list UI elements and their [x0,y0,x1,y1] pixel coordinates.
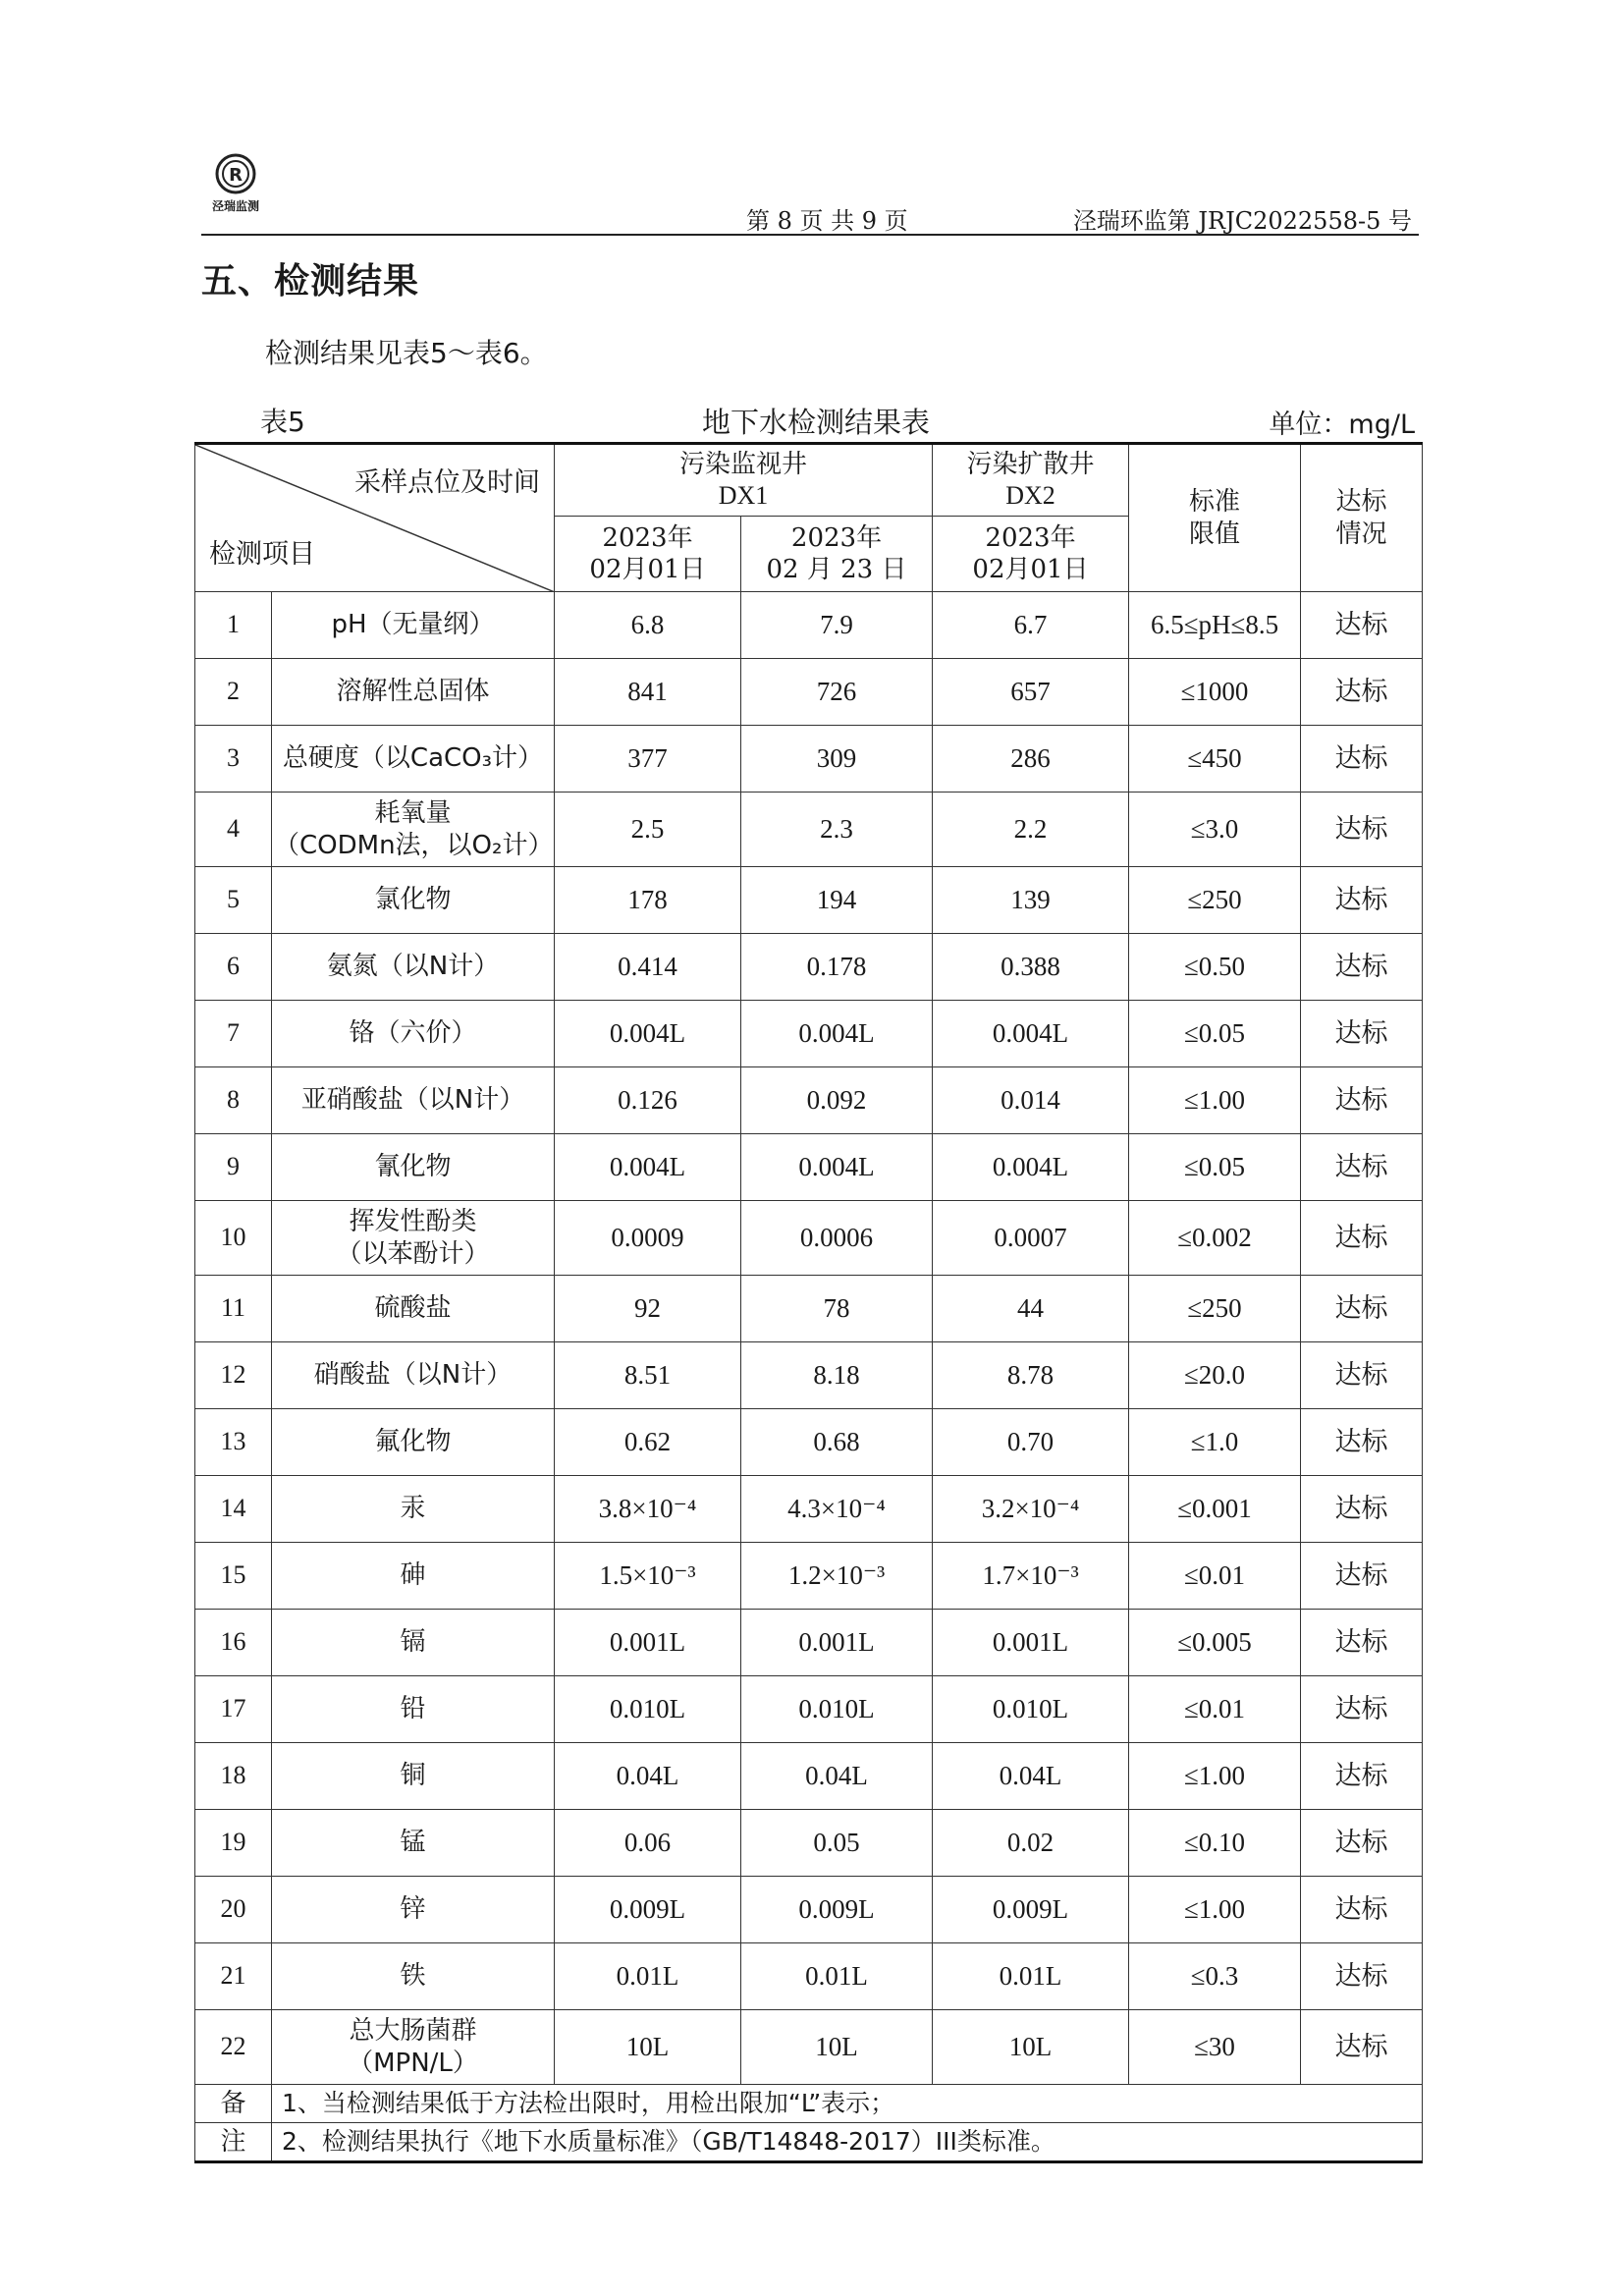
header-rule [201,234,1419,236]
notes-row [195,2085,1423,2123]
row-value-dx1-0223: 194 [741,867,933,934]
table-row [195,1201,1423,1276]
row-value-dx1-0223: 0.009L [741,1877,933,1943]
row-value-dx2-0201: 0.001L [933,1610,1129,1676]
row-standard: ≤0.3 [1129,1943,1301,2010]
row-standard: ≤30 [1129,2010,1301,2085]
row-standard: ≤1.0 [1129,1409,1301,1476]
row-item: 砷 [272,1543,555,1610]
row-value-dx2-0201: 2.2 [933,793,1129,867]
company-logo [201,152,270,231]
row-item: 氨氮（以N计） [272,934,555,1001]
row-value-dx1-0223: 78 [741,1276,933,1342]
table-row [195,1476,1423,1543]
row-value-dx1-0223: 0.01L [741,1943,933,2010]
row-item: 铜 [272,1743,555,1810]
row-number: 15 [195,1543,272,1610]
row-result: 达标 [1301,2010,1423,2085]
diag-sampling-label: 采样点位及时间 [354,467,540,498]
row-value-dx2-0201: 0.004L [933,1001,1129,1067]
row-result: 达标 [1301,1543,1423,1610]
row-value-dx1-0223: 8.18 [741,1342,933,1409]
note-text [272,2085,1423,2123]
table-row [195,1943,1423,2010]
row-item-line1: 总大肠菌群 [349,2016,477,2046]
row-value-dx2-0201: 0.70 [933,1409,1129,1476]
row-value-dx1-0201: 0.004L [555,1134,741,1201]
row-standard: ≤1.00 [1129,1743,1301,1810]
row-value-dx1-0201: 0.01L [555,1943,741,2010]
row-item: 溶解性总固体 [272,659,555,726]
table-row [195,934,1423,1001]
row-number: 2 [195,659,272,726]
row-value-dx1-0201: 92 [555,1276,741,1342]
table-header-row-1 [195,444,1423,517]
row-value-dx1-0223: 0.178 [741,934,933,1001]
table-unit: 单位：mg/L [1269,410,1415,440]
row-result: 达标 [1301,934,1423,1001]
table-row [195,726,1423,793]
row-value-dx1-0223: 0.010L [741,1676,933,1743]
table-row [195,1743,1423,1810]
row-value-dx2-0201: 8.78 [933,1342,1129,1409]
date3-day: 02月01日 [972,555,1089,584]
report-number: 泾瑞环监第 JRJC2022558-5 号 [1072,207,1412,235]
row-value-dx2-0201: 0.01L [933,1943,1129,2010]
row-result: 达标 [1301,1476,1423,1543]
result-header [1301,444,1423,592]
row-number: 18 [195,1743,272,1810]
row-number: 14 [195,1476,272,1543]
table-row [195,1543,1423,1610]
date1-day: 02月01日 [589,555,706,584]
row-value-dx1-0223: 0.04L [741,1743,933,1810]
row-value-dx2-0201: 0.388 [933,934,1129,1001]
row-item: 铬（六价） [272,1001,555,1067]
row-number: 17 [195,1676,272,1743]
row-value-dx1-0223: 0.001L [741,1610,933,1676]
row-value-dx1-0223: 726 [741,659,933,726]
row-standard: ≤250 [1129,1276,1301,1342]
table-row [195,1342,1423,1409]
row-value-dx2-0201: 44 [933,1276,1129,1342]
row-value-dx2-0201: 3.2×10⁻⁴ [933,1476,1129,1543]
row-result: 达标 [1301,1877,1423,1943]
row-value-dx2-0201: 6.7 [933,592,1129,659]
row-value-dx1-0201: 2.5 [555,793,741,867]
notes-row [195,2123,1423,2162]
site1-header [555,444,933,517]
svg-text:R: R [229,165,243,186]
note-line: 1、当检测结果低于方法检出限时，用检出限加“L”表示； [282,2089,895,2117]
row-number: 13 [195,1409,272,1476]
logo-text: 泾瑞监测 [211,199,259,213]
row-value-dx1-0201: 0.009L [555,1877,741,1943]
row-item: 硫酸盐 [272,1276,555,1342]
row-value-dx2-0201: 1.7×10⁻³ [933,1543,1129,1610]
row-value-dx1-0223: 0.0006 [741,1201,933,1276]
row-result: 达标 [1301,1943,1423,2010]
row-result: 达标 [1301,1276,1423,1342]
row-result: 达标 [1301,1409,1423,1476]
date3-header [933,517,1129,592]
row-value-dx1-0201: 0.126 [555,1067,741,1134]
row-item [272,1201,555,1276]
diagonal-header-cell [195,444,555,592]
table-row [195,1810,1423,1877]
row-result: 达标 [1301,793,1423,867]
site2-name: 污染扩散井 [966,449,1095,479]
notes-label: 注 [195,2123,272,2162]
row-item: pH（无量纲） [272,592,555,659]
row-result: 达标 [1301,1067,1423,1134]
standard-header [1129,444,1301,592]
row-standard: ≤0.001 [1129,1476,1301,1543]
row-value-dx2-0201: 139 [933,867,1129,934]
table-row [195,2010,1423,2085]
row-number: 10 [195,1201,272,1276]
row-value-dx1-0201: 377 [555,726,741,793]
section-title: 五、检测结果 [201,261,420,301]
row-result: 达标 [1301,592,1423,659]
diag-item-label: 检测项目 [209,539,315,571]
result-header-line1: 达标 [1335,487,1387,517]
row-number: 6 [195,934,272,1001]
row-result: 达标 [1301,1134,1423,1201]
table-row [195,867,1423,934]
row-standard: ≤1.00 [1129,1877,1301,1943]
row-item: 氯化物 [272,867,555,934]
row-number: 21 [195,1943,272,2010]
row-number: 7 [195,1001,272,1067]
row-number: 4 [195,793,272,867]
table-title: 地下水检测结果表 [702,406,931,439]
table-row [195,659,1423,726]
row-item: 氰化物 [272,1134,555,1201]
date2-header [741,517,933,592]
row-number: 22 [195,2010,272,2085]
row-value-dx2-0201: 286 [933,726,1129,793]
row-item-line1: 挥发性酚类 [349,1207,477,1236]
row-item: 汞 [272,1476,555,1543]
row-value-dx1-0201: 0.414 [555,934,741,1001]
note-text [272,2123,1423,2162]
note-line: 2、检测结果执行《地下水质量标准》（GB/T14848-2017）III类标准。 [282,2127,1055,2156]
row-number: 20 [195,1877,272,1943]
row-value-dx1-0201: 10L [555,2010,741,2085]
row-number: 5 [195,867,272,934]
row-value-dx2-0201: 0.0007 [933,1201,1129,1276]
row-result: 达标 [1301,867,1423,934]
row-value-dx1-0201: 0.06 [555,1810,741,1877]
row-value-dx1-0223: 0.004L [741,1001,933,1067]
row-number: 9 [195,1134,272,1201]
row-value-dx2-0201: 10L [933,2010,1129,2085]
table-row [195,1067,1423,1134]
row-standard: ≤0.01 [1129,1543,1301,1610]
row-value-dx2-0201: 0.02 [933,1810,1129,1877]
page-number: 第 8 页 共 9 页 [746,207,908,235]
row-value-dx2-0201: 0.010L [933,1676,1129,1743]
table-row [195,1610,1423,1676]
row-item: 铁 [272,1943,555,2010]
row-value-dx1-0223: 10L [741,2010,933,2085]
notes-label: 备 [195,2085,272,2123]
table-row [195,1134,1423,1201]
row-value-dx2-0201: 657 [933,659,1129,726]
row-value-dx1-0201: 178 [555,867,741,934]
row-value-dx1-0201: 0.010L [555,1676,741,1743]
row-value-dx1-0223: 0.05 [741,1810,933,1877]
row-item: 氟化物 [272,1409,555,1476]
section-intro: 检测结果见表5～表6。 [265,337,548,369]
row-standard: ≤250 [1129,867,1301,934]
results-table [194,442,1423,2163]
row-standard: ≤0.05 [1129,1001,1301,1067]
row-value-dx2-0201: 0.009L [933,1877,1129,1943]
row-value-dx1-0223: 7.9 [741,592,933,659]
row-item: 亚硝酸盐（以N计） [272,1067,555,1134]
row-value-dx1-0201: 6.8 [555,592,741,659]
row-result: 达标 [1301,1610,1423,1676]
table-label: 表5 [260,406,305,438]
row-item-line2: （以苯酚计） [336,1238,490,1269]
date2-year: 2023年 [790,522,883,553]
row-item: 锰 [272,1810,555,1877]
row-value-dx1-0223: 1.2×10⁻³ [741,1543,933,1610]
row-item: 锌 [272,1877,555,1943]
row-value-dx1-0223: 0.004L [741,1134,933,1201]
row-standard: ≤1000 [1129,659,1301,726]
row-standard: ≤0.10 [1129,1810,1301,1877]
table-row [195,1001,1423,1067]
row-item [272,2010,555,2085]
row-value-dx1-0201: 0.62 [555,1409,741,1476]
row-result: 达标 [1301,1342,1423,1409]
row-standard: ≤3.0 [1129,793,1301,867]
row-value-dx1-0201: 0.004L [555,1001,741,1067]
row-standard: ≤0.50 [1129,934,1301,1001]
table-row [195,793,1423,867]
row-standard: ≤0.005 [1129,1610,1301,1676]
table-row [195,1676,1423,1743]
row-result: 达标 [1301,1001,1423,1067]
date1-year: 2023年 [602,522,693,553]
row-value-dx1-0201: 3.8×10⁻⁴ [555,1476,741,1543]
row-result: 达标 [1301,726,1423,793]
date2-day: 02 月 23 日 [766,555,907,584]
row-standard: ≤0.05 [1129,1134,1301,1201]
row-value-dx1-0223: 0.092 [741,1067,933,1134]
row-value-dx2-0201: 0.04L [933,1743,1129,1810]
logo-emblem-icon [214,152,257,195]
row-value-dx1-0201: 841 [555,659,741,726]
row-value-dx1-0223: 4.3×10⁻⁴ [741,1476,933,1543]
row-value-dx1-0223: 309 [741,726,933,793]
site2-code: DX2 [1005,481,1055,510]
row-number: 8 [195,1067,272,1134]
row-standard: ≤450 [1129,726,1301,793]
standard-header-line1: 标准 [1189,487,1241,517]
row-number: 11 [195,1276,272,1342]
row-item-line1: 耗氧量 [374,798,452,828]
result-header-line2: 情况 [1335,519,1387,549]
table-row [195,1877,1423,1943]
row-standard: ≤1.00 [1129,1067,1301,1134]
row-number: 1 [195,592,272,659]
row-result: 达标 [1301,1676,1423,1743]
row-value-dx1-0201: 0.0009 [555,1201,741,1276]
row-value-dx1-0201: 0.001L [555,1610,741,1676]
table-row [195,592,1423,659]
row-result: 达标 [1301,1201,1423,1276]
standard-header-line2: 限值 [1189,519,1241,549]
row-standard: ≤0.01 [1129,1676,1301,1743]
row-value-dx1-0201: 0.04L [555,1743,741,1810]
row-value-dx1-0223: 2.3 [741,793,933,867]
row-standard: ≤0.002 [1129,1201,1301,1276]
row-item [272,793,555,867]
row-number: 19 [195,1810,272,1877]
row-value-dx1-0201: 1.5×10⁻³ [555,1543,741,1610]
table-row [195,1409,1423,1476]
row-value-dx1-0223: 0.68 [741,1409,933,1476]
date3-year: 2023年 [985,522,1076,553]
row-standard: ≤20.0 [1129,1342,1301,1409]
row-item-line2: （MPN/L） [348,2048,478,2078]
row-value-dx2-0201: 0.004L [933,1134,1129,1201]
row-value-dx2-0201: 0.014 [933,1067,1129,1134]
row-number: 12 [195,1342,272,1409]
row-item: 铅 [272,1676,555,1743]
row-item: 总硬度（以CaCO₃计） [272,726,555,793]
row-value-dx1-0201: 8.51 [555,1342,741,1409]
row-number: 16 [195,1610,272,1676]
row-standard: 6.5≤pH≤8.5 [1129,592,1301,659]
table-row [195,1276,1423,1342]
row-item-line2: （CODMn法，以O₂计） [274,830,554,860]
row-item: 硝酸盐（以N计） [272,1342,555,1409]
row-result: 达标 [1301,659,1423,726]
row-result: 达标 [1301,1743,1423,1810]
row-result: 达标 [1301,1810,1423,1877]
date1-header [555,517,741,592]
site1-code: DX1 [718,481,769,510]
row-number: 3 [195,726,272,793]
site2-header [933,444,1129,517]
row-item: 镉 [272,1610,555,1676]
site1-name: 污染监视井 [679,449,808,479]
